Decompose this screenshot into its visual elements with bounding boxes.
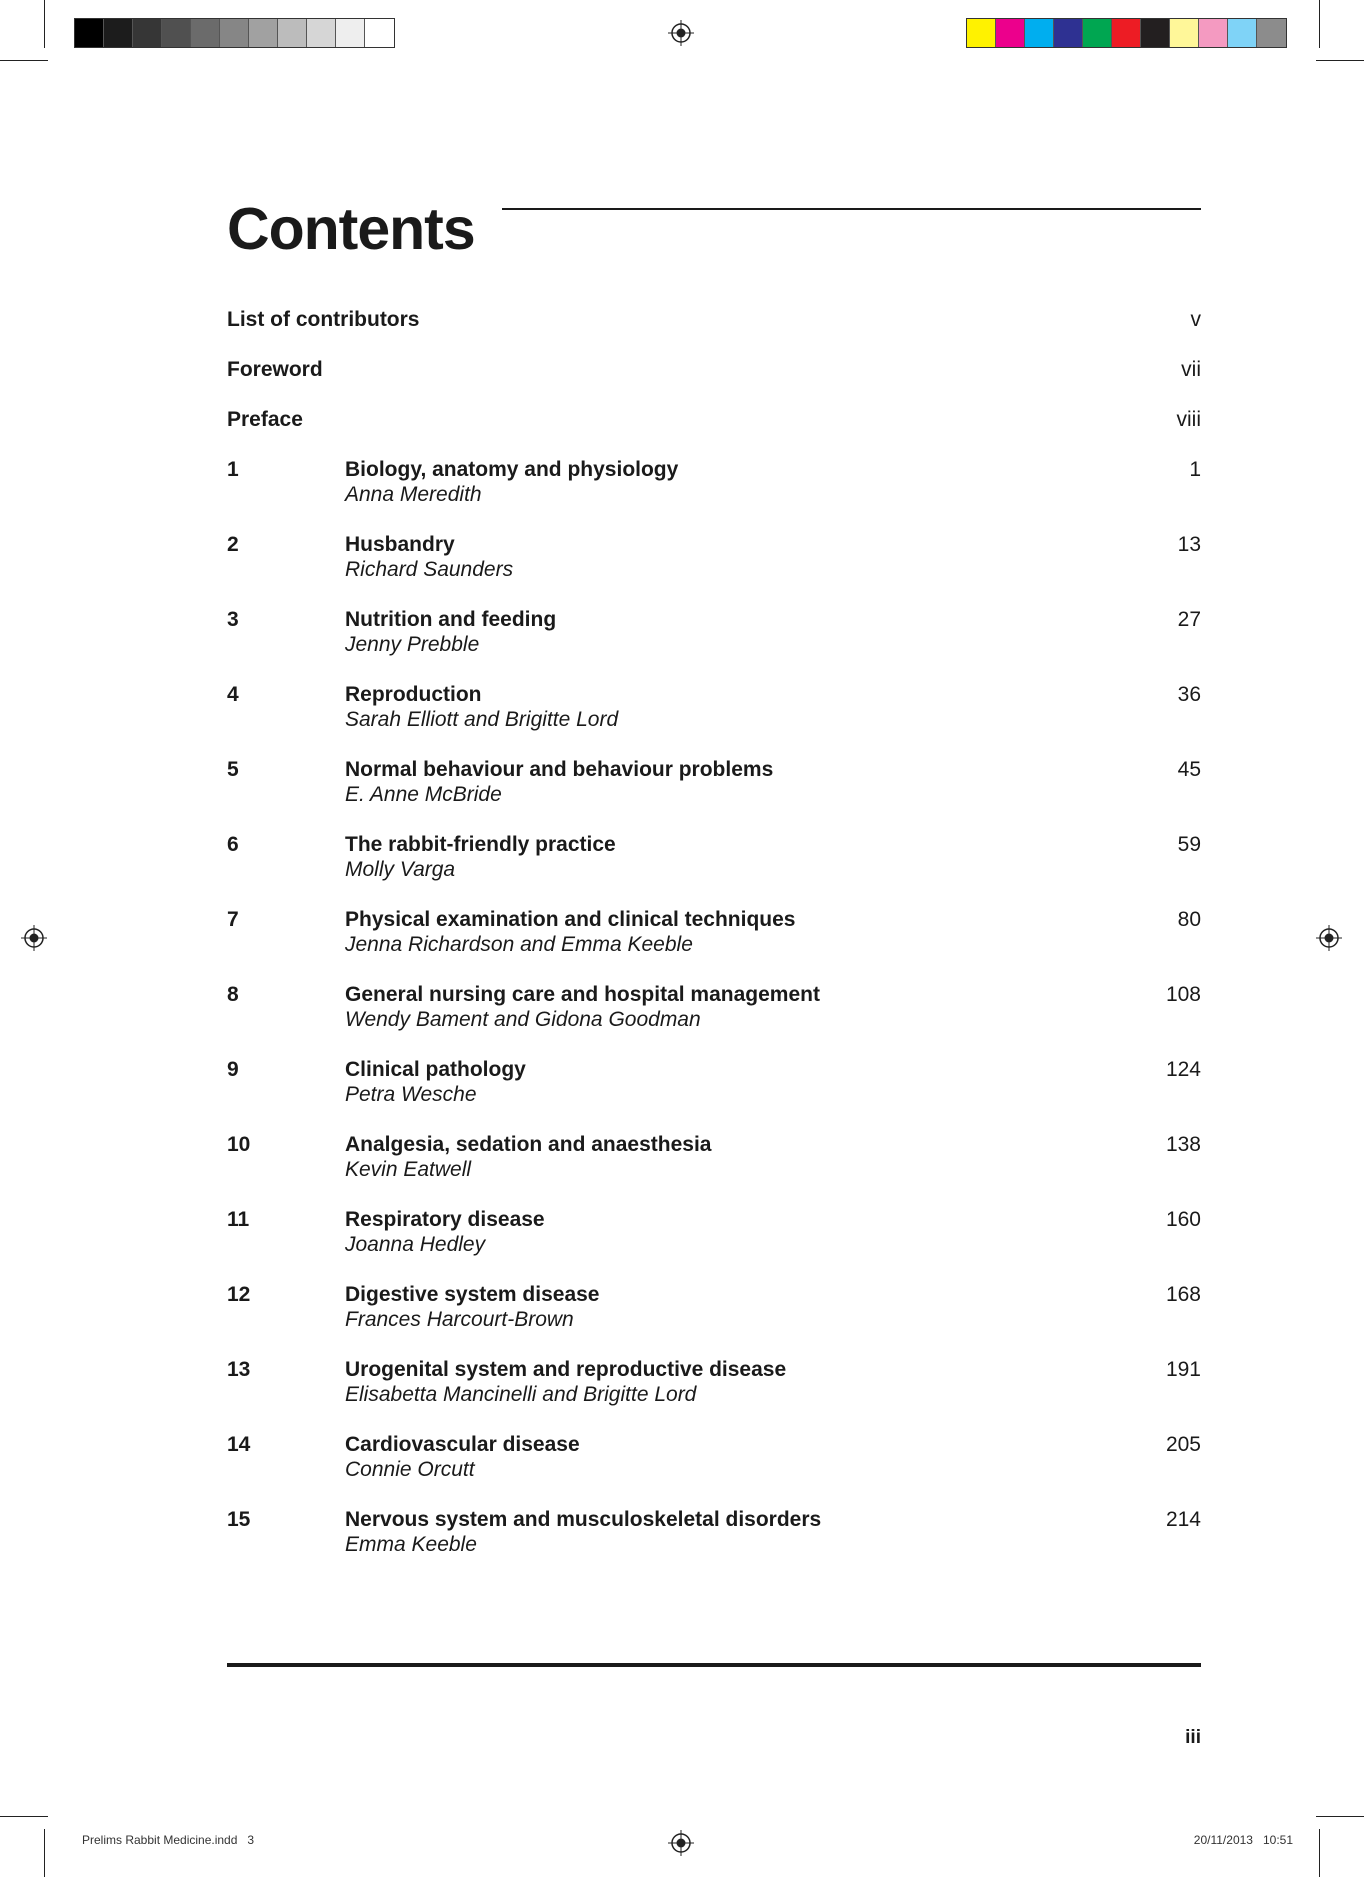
chapter-author: Connie Orcutt: [345, 1458, 475, 1481]
chapter-number: 6: [227, 833, 239, 856]
chapter-number: 9: [227, 1058, 239, 1081]
crop-mark-bottom-left-h: [0, 1816, 48, 1817]
chapter-title: Urogenital system and reproductive disease: [345, 1358, 787, 1381]
chapter-number: 3: [227, 608, 239, 631]
color-swatch: [336, 19, 365, 47]
toc-page-number: 168: [1165, 1283, 1201, 1306]
page-number: iii: [1185, 1727, 1201, 1748]
slug-filename: Prelims Rabbit Medicine.indd 3: [82, 1833, 255, 1847]
chapter-author: Kevin Eatwell: [345, 1158, 472, 1181]
color-swatch: [1228, 19, 1257, 47]
toc-entry-title: Foreword: [227, 358, 323, 381]
chapter-number: 7: [227, 908, 239, 931]
toc-page-number: 27: [1177, 608, 1201, 631]
chapter-author: Sarah Elliott and Brigitte Lord: [345, 708, 619, 731]
toc-page-number: viii: [1176, 408, 1201, 431]
color-swatch: [75, 19, 104, 47]
toc-entry-title: List of contributors: [227, 308, 420, 331]
toc-page-number: 108: [1165, 983, 1201, 1006]
toc-page-number: 160: [1165, 1208, 1201, 1231]
color-swatch: [1199, 19, 1228, 47]
chapter-number: 8: [227, 983, 239, 1006]
color-swatch: [278, 19, 307, 47]
chapter-title: Nervous system and musculoskeletal disorders: [345, 1508, 822, 1531]
chapter-author: E. Anne McBride: [345, 783, 502, 806]
chapter-author: Jenna Richardson and Emma Keeble: [345, 933, 693, 956]
color-swatch: [1257, 19, 1286, 47]
chapter-number: 4: [227, 683, 239, 706]
color-swatch: [967, 19, 996, 47]
chapter-number: 14: [227, 1433, 251, 1456]
grayscale-color-bar: [74, 18, 395, 48]
toc-page-number: 45: [1177, 758, 1201, 781]
toc-page-number: 214: [1165, 1508, 1201, 1531]
chapter-author: Frances Harcourt-Brown: [345, 1308, 574, 1331]
color-swatch: [307, 19, 336, 47]
toc-page-number: 13: [1177, 533, 1201, 556]
toc-page-number: 124: [1165, 1058, 1201, 1081]
chapter-author: Anna Meredith: [345, 483, 482, 506]
chapter-title: Husbandry: [345, 533, 455, 556]
chapter-author: Emma Keeble: [345, 1533, 477, 1556]
chapter-author: Joanna Hedley: [345, 1233, 486, 1256]
chapter-title: Biology, anatomy and physiology: [345, 458, 679, 481]
color-swatch: [1112, 19, 1141, 47]
registration-mark-icon: [668, 20, 694, 46]
registration-mark-icon: [21, 925, 47, 951]
color-swatch: [191, 19, 220, 47]
chapter-title: Normal behaviour and behaviour problems: [345, 758, 774, 781]
color-swatch: [1141, 19, 1170, 47]
slug-datetime: 20/11/2013 10:51: [1193, 1833, 1293, 1847]
chapter-number: 13: [227, 1358, 251, 1381]
color-swatch: [365, 19, 394, 47]
color-swatch: [220, 19, 249, 47]
chapter-number: 1: [227, 458, 239, 481]
crop-mark-bottom-right-h: [1316, 1816, 1364, 1817]
chapter-author: Jenny Prebble: [345, 633, 480, 656]
chapter-number: 12: [227, 1283, 251, 1306]
chapter-title: Respiratory disease: [345, 1208, 545, 1231]
crop-mark-top-right-v: [1319, 0, 1320, 48]
chapter-title: Reproduction: [345, 683, 482, 706]
color-swatch: [1083, 19, 1112, 47]
chapter-number: 15: [227, 1508, 251, 1531]
color-swatch: [133, 19, 162, 47]
chapter-number: 5: [227, 758, 239, 781]
process-color-bar: [966, 18, 1287, 48]
toc-entry-title: Preface: [227, 408, 303, 431]
toc-page-number: 205: [1165, 1433, 1201, 1456]
chapter-title: Nutrition and feeding: [345, 608, 557, 631]
toc-page-number: vii: [1181, 358, 1201, 381]
toc-page-number: 138: [1165, 1133, 1201, 1156]
chapter-title: General nursing care and hospital management: [345, 983, 820, 1006]
toc-page-number: 191: [1165, 1358, 1201, 1381]
registration-mark-icon: [668, 1830, 694, 1856]
chapter-author: Elisabetta Mancinelli and Brigitte Lord: [345, 1383, 697, 1406]
chapter-author: Wendy Bament and Gidona Goodman: [345, 1008, 701, 1031]
chapter-number: 11: [227, 1208, 250, 1231]
chapter-title: Clinical pathology: [345, 1058, 526, 1081]
chapter-number: 10: [227, 1133, 251, 1156]
toc-page-number: 36: [1177, 683, 1201, 706]
toc-page-number: 80: [1177, 908, 1201, 931]
crop-mark-bottom-left-v: [44, 1829, 45, 1877]
chapter-author: Molly Varga: [345, 858, 456, 881]
chapter-author: Petra Wesche: [345, 1083, 477, 1106]
crop-mark-top-right-h: [1316, 60, 1364, 61]
toc-page-number: 59: [1177, 833, 1201, 856]
color-swatch: [162, 19, 191, 47]
crop-mark-top-left-h: [0, 60, 48, 61]
chapter-author: Richard Saunders: [345, 558, 514, 581]
page-title: Contents: [227, 196, 475, 262]
color-swatch: [1170, 19, 1199, 47]
crop-mark-bottom-right-v: [1319, 1829, 1320, 1877]
toc-page-number: v: [1190, 308, 1201, 331]
color-swatch: [1054, 19, 1083, 47]
chapter-title: Cardiovascular disease: [345, 1433, 580, 1456]
chapter-title: Analgesia, sedation and anaesthesia: [345, 1133, 712, 1156]
bottom-rule: [227, 1663, 1201, 1667]
color-swatch: [996, 19, 1025, 47]
crop-mark-top-left-v: [44, 0, 45, 48]
chapter-title: Physical examination and clinical techniques: [345, 908, 796, 931]
color-swatch: [104, 19, 133, 47]
chapter-title: Digestive system disease: [345, 1283, 600, 1306]
toc-page-number: 1: [1189, 458, 1201, 481]
color-swatch: [1025, 19, 1054, 47]
chapter-number: 2: [227, 533, 239, 556]
chapter-title: The rabbit-friendly practice: [345, 833, 616, 856]
registration-mark-icon: [1316, 925, 1342, 951]
color-swatch: [249, 19, 278, 47]
title-rule: [502, 208, 1201, 210]
